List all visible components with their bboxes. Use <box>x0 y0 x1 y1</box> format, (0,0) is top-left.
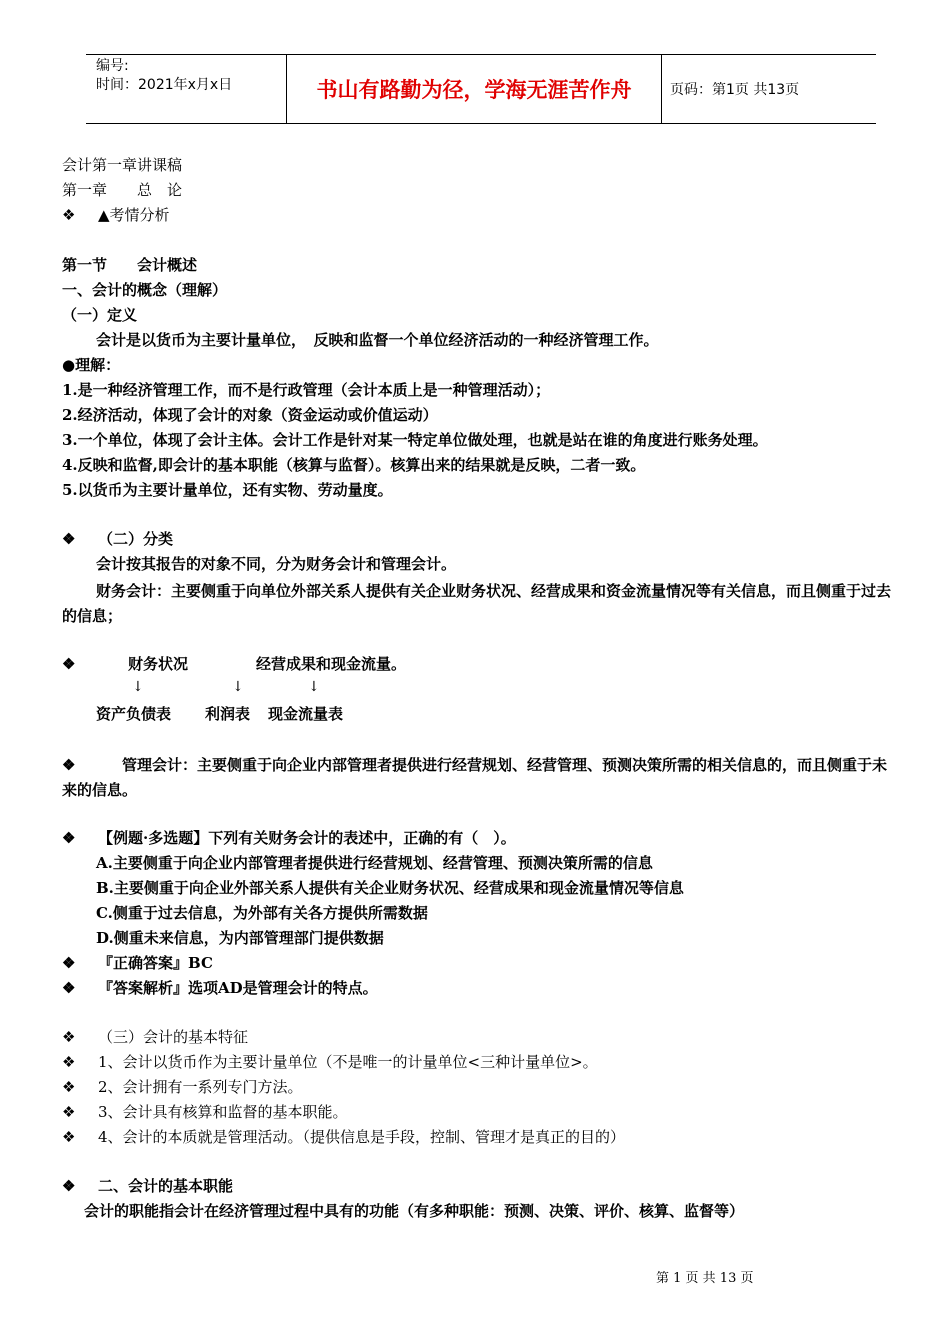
bullet-icon: ❖ <box>62 954 76 972</box>
bullet-icon: ❖ <box>62 530 76 548</box>
bullet-icon: ❖ <box>62 1128 76 1146</box>
bullet-icon: ❖ <box>62 206 76 224</box>
exam-analysis-text: ▲考情分析 <box>98 206 170 224</box>
code-label: 编号: <box>96 58 129 74</box>
header-motto: 书山有路勤为径，学海无涯苦作舟 <box>286 55 662 123</box>
classification-text: 会计按其报告的对象不同，分为财务会计和管理会计。 <box>96 555 457 573</box>
example-question: ❖ 【例题·多选题】下列有关财务会计的表述中，正确的有（ ）。 <box>62 829 516 847</box>
cashflow-statement-label: 现金流量表 <box>268 705 344 723</box>
financial-position-label: 财务状况 <box>128 655 189 673</box>
functions-text: 会计的职能指会计在经济管理过程中具有的功能（有多种职能：预测、决策、评价、核算、监督等） <box>84 1202 745 1220</box>
heading-definition: （一）定义 <box>62 306 138 324</box>
option-c: C.侧重于过去信息，为外部有关各方提供所需数据 <box>96 904 428 922</box>
point-2: 2.经济活动，体现了会计的对象（资金运动或价值运动） <box>62 406 438 424</box>
results-cashflow-label: 经营成果和现金流量。 <box>256 655 407 673</box>
bullet-icon: ❖ <box>62 655 76 673</box>
point-3: 3.一个单位，体现了会计主体。会计工作是针对某一特定单位做处理，也就是站在谁的角度进行账务处理。 <box>62 431 768 449</box>
heading-features: ❖ （三）会计的基本特征 <box>62 1028 249 1046</box>
definition-text: 会计是以货币为主要计量单位， 反映和监督一个单位经济活动的一种经济管理工作。 <box>96 331 659 349</box>
feature-4: ❖ 4、会计的本质就是管理活动。（提供信息是手段，控制、管理才是真正的目的） <box>62 1128 626 1146</box>
heading-classification: ❖ （二）分类 <box>62 530 174 548</box>
section-title: 第一节 会计概述 <box>62 256 198 274</box>
exam-analysis <box>62 205 170 225</box>
bullet-icon: ❖ <box>62 829 76 847</box>
point-4: 4.反映和监督,即会计的基本职能（核算与监督）。核算出来的结果就是反映，二者一致。 <box>62 456 646 474</box>
feature-2: ❖ 2、会计拥有一系列专门方法。 <box>62 1078 303 1096</box>
arrow-row <box>62 677 462 699</box>
chapter-title: 第一章 总 论 <box>62 181 183 199</box>
page-header <box>86 54 876 124</box>
header-page-info: 页码：第1页 共13页 <box>670 82 800 98</box>
bullet-icon: ❖ <box>62 1028 76 1046</box>
understanding-label: ●理解： <box>62 356 121 374</box>
arrow-down-icon: ↓ <box>308 679 320 695</box>
statement-sources <box>62 654 406 674</box>
management-accounting-text: ❖ 管理会计：主要侧重于向企业内部管理者提供进行经营规划、经营管理、预测决策所需的相关信息的，而且侧重于未来的信息。 <box>62 753 900 803</box>
income-statement-label: 利润表 <box>205 705 251 723</box>
arrow-down-icon: ↓ <box>232 679 244 695</box>
feature-3: ❖ 3、会计具有核算和监督的基本职能。 <box>62 1103 348 1121</box>
arrow-down-icon: ↓ <box>132 679 144 695</box>
bullet-icon: ❖ <box>62 1078 76 1096</box>
bullet-icon: ❖ <box>62 1177 76 1195</box>
financial-accounting-text: 财务会计：主要侧重于向单位外部关系人提供有关企业财务状况、经营成果和资金流量情况等有关信息，而且侧重于过去的信息； <box>62 582 892 625</box>
answer-explanation: ❖ 『答案解析』选项AD是管理会计的特点。 <box>62 979 378 997</box>
option-d: D.侧重未来信息，为内部管理部门提供数据 <box>96 929 384 947</box>
time-label: 时间：2021年x月x日 <box>96 77 233 93</box>
heading-concept: 一、会计的概念（理解） <box>62 281 228 299</box>
bullet-icon: ❖ <box>62 1053 76 1071</box>
point-1: 1.是一种经济管理工作，而不是行政管理（会计本质上是一种管理活动）； <box>62 381 551 399</box>
doc-title: 会计第一章讲课稿 <box>62 156 183 174</box>
bullet-icon: ❖ <box>62 1103 76 1121</box>
feature-1: ❖ 1、会计以货币作为主要计量单位（不是唯一的计量单位<三种计量单位>。 <box>62 1053 598 1071</box>
bullet-icon: ❖ <box>62 979 76 997</box>
option-a: A.主要侧重于向企业内部管理者提供进行经营规划、经营管理、预测决策所需的信息 <box>96 854 653 872</box>
correct-answer: ❖ 『正确答案』BC <box>62 954 213 972</box>
balance-sheet-label: 资产负债表 <box>96 705 172 723</box>
page-footer: 第 1 页 共 13 页 <box>656 1271 754 1286</box>
option-b: B.主要侧重于向企业外部关系人提供有关企业财务状况、经营成果和现金流量情况等信息 <box>96 879 684 897</box>
point-5: 5.以货币为主要计量单位，还有实物、劳动量度。 <box>62 481 393 499</box>
statements-row <box>96 704 343 724</box>
heading-functions: ❖ 二、会计的基本职能 <box>62 1177 234 1195</box>
bullet-icon: ❖ <box>62 756 76 774</box>
header-meta <box>96 57 286 95</box>
